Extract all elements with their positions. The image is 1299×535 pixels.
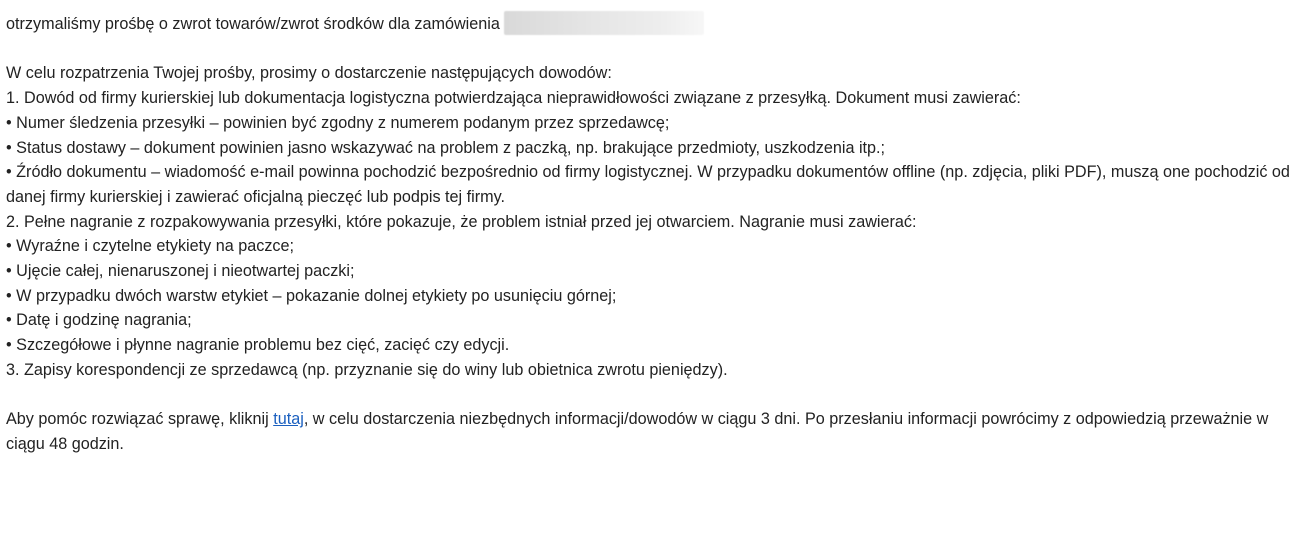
item3-title: 3. Zapisy korespondencji ze sprzedawcą (np. przyznanie się do winy lub obietnica zwrotu pieniędzy). [6,360,728,379]
here-link[interactable]: tutaj [273,410,304,429]
intro-text: otrzymaliśmy prośbę o zwrot towarów/zwrot środków dla zamówienia [6,15,500,33]
item1-bullet: • Status dostawy – dokument powinien jasno wskazywać na problem z paczką, np. brakujące przedmioty, uszkodzenia itp.; [6,138,886,157]
item2-bullet: • Datę i godzinę nagrania; [6,311,192,330]
intro-line [6,11,1293,37]
closing-paragraph [6,407,1293,456]
item2-bullet: • Ujęcie całej, nienaruszonej i nieotwartej paczki; [6,262,355,281]
item2-title: 2. Pełne nagranie z rozpakowywania przesyłki, które pokazuje, że problem istniał przed jej otwarciem. Nagranie musi zawierać: [6,212,917,231]
item2-bullet: • W przypadku dwóch warstw etykiet – pokazanie dolnej etykiety po usunięciu górnej; [6,286,617,305]
item1-bullet: • Źródło dokumentu – wiadomość e-mail powinna pochodzić bezpośrednio od firmy logistycznej. W przypadku dokumentów offline (np. zdjęcia, pliki PDF), muszą one pochodzić od danej firmy kurierskiej i zawierać oficjalną pieczęć lub podpis tej firmy. [6,163,1290,206]
closing-text-before: Aby pomóc rozwiązać sprawę, kliknij [6,410,274,429]
paragraph-spacer [6,383,1293,408]
item2-bullet: • Wyraźne i czytelne etykiety na paczce; [6,237,295,256]
item2-bullet: • Szczegółowe i płynne nagranie problemu bez cięć, zacięć czy edycji. [6,336,510,355]
redacted-order-number [504,11,704,35]
request-line: W celu rozpatrzenia Twojej prośby, prosimy o dostarczenie następujących dowodów: [6,64,612,83]
paragraph-spacer [6,37,1293,62]
closing-text-after: , w celu dostarczenia niezbędnych informacji/dowodów w ciągu 3 dni. Po przesłaniu informacji powrócimy z odpowiedzią przeważnie w ciągu 48 godzin. [6,410,1269,453]
item1-bullet: • Numer śledzenia przesyłki – powinien być zgodny z numerem podanym przez sprzedawcę; [6,113,670,132]
item1-title: 1. Dowód od firmy kurierskiej lub dokumentacja logistyczna potwierdzająca nieprawidłowości związane z przesyłką. Dokument musi zawierać: [6,89,1021,108]
